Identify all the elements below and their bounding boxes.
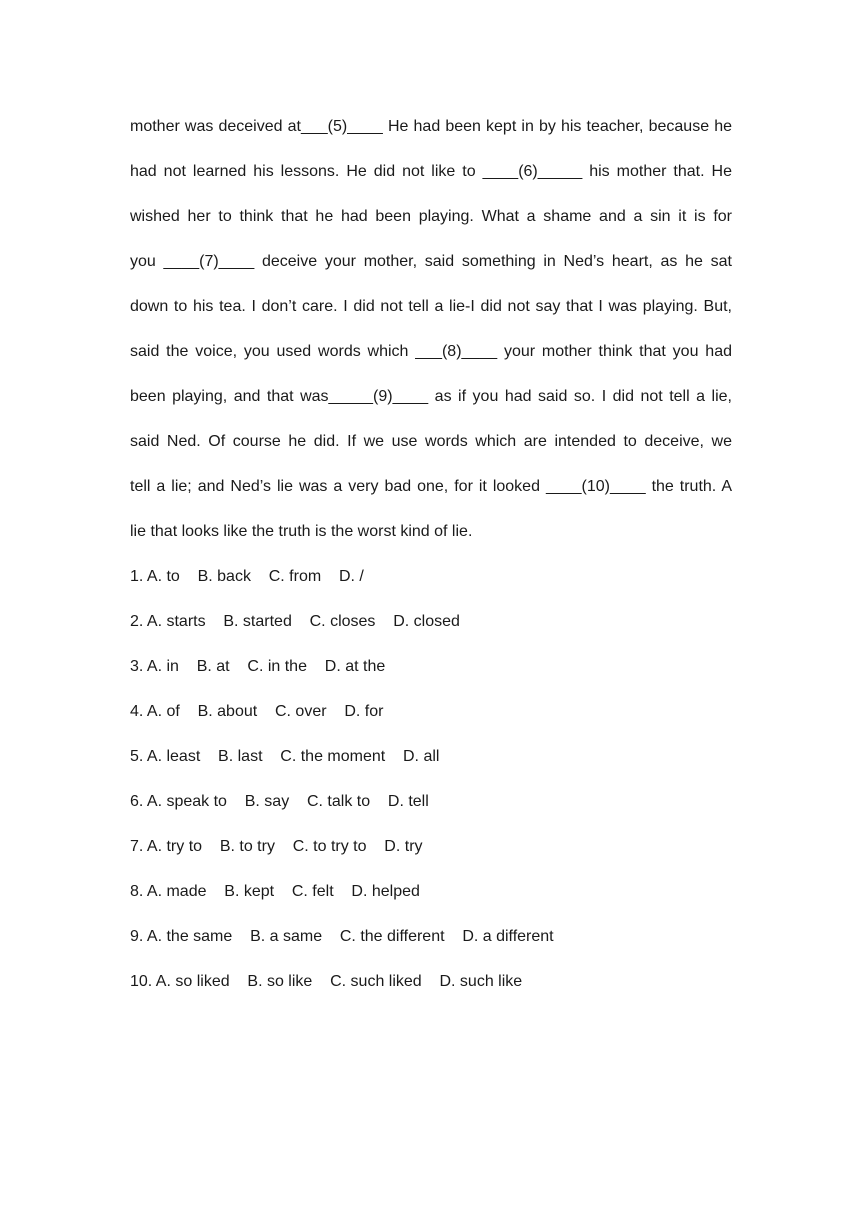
question-options: 3. A. in B. at C. in the D. at the — [130, 658, 386, 675]
passage-line: had not learned his lessons. He did not like to ____(6)_____ his mother that. He — [130, 163, 732, 180]
question-options: 4. A. of B. about C. over D. for — [130, 703, 384, 720]
passage-line: wished her to think that he had been playing. What a shame and a sin it is for — [130, 208, 732, 225]
passage-line: mother was deceived at___(5)____ He had been kept in by his teacher, because he — [130, 118, 732, 135]
passage-line: said Ned. Of course he did. If we use words which are intended to deceive, we — [130, 433, 732, 450]
reading-passage — [130, 104, 732, 554]
question-options: 1. A. to B. back C. from D. / — [130, 568, 364, 585]
passage-line: down to his tea. I don’t care. I did not tell a lie-I did not say that I was playing. But, — [130, 298, 732, 315]
passage-line: tell a lie; and Ned’s lie was a very bad one, for it looked ____(10)____ the truth. A — [130, 478, 732, 495]
exercise-content — [130, 104, 732, 1004]
passage-line: said the voice, you used words which ___(8)____ your mother think that you had — [130, 343, 732, 360]
question-options: 9. A. the same B. a same C. the different D. a different — [130, 928, 554, 945]
answer-options-list — [130, 554, 732, 1004]
passage-line: been playing, and that was_____(9)____ as if you had said so. I did not tell a lie, — [130, 388, 732, 405]
passage-line: you ____(7)____ deceive your mother, said something in Ned’s heart, as he sat — [130, 253, 732, 270]
question-options: 6. A. speak to B. say C. talk to D. tell — [130, 793, 429, 810]
question-options: 5. A. least B. last C. the moment D. all — [130, 748, 440, 765]
question-options: 2. A. starts B. started C. closes D. closed — [130, 613, 460, 630]
question-options: 7. A. try to B. to try C. to try to D. try — [130, 838, 423, 855]
question-options: 8. A. made B. kept C. felt D. helped — [130, 883, 420, 900]
passage-line: lie that looks like the truth is the worst kind of lie. — [130, 523, 473, 540]
question-options: 10. A. so liked B. so like C. such liked D. such like — [130, 973, 523, 990]
